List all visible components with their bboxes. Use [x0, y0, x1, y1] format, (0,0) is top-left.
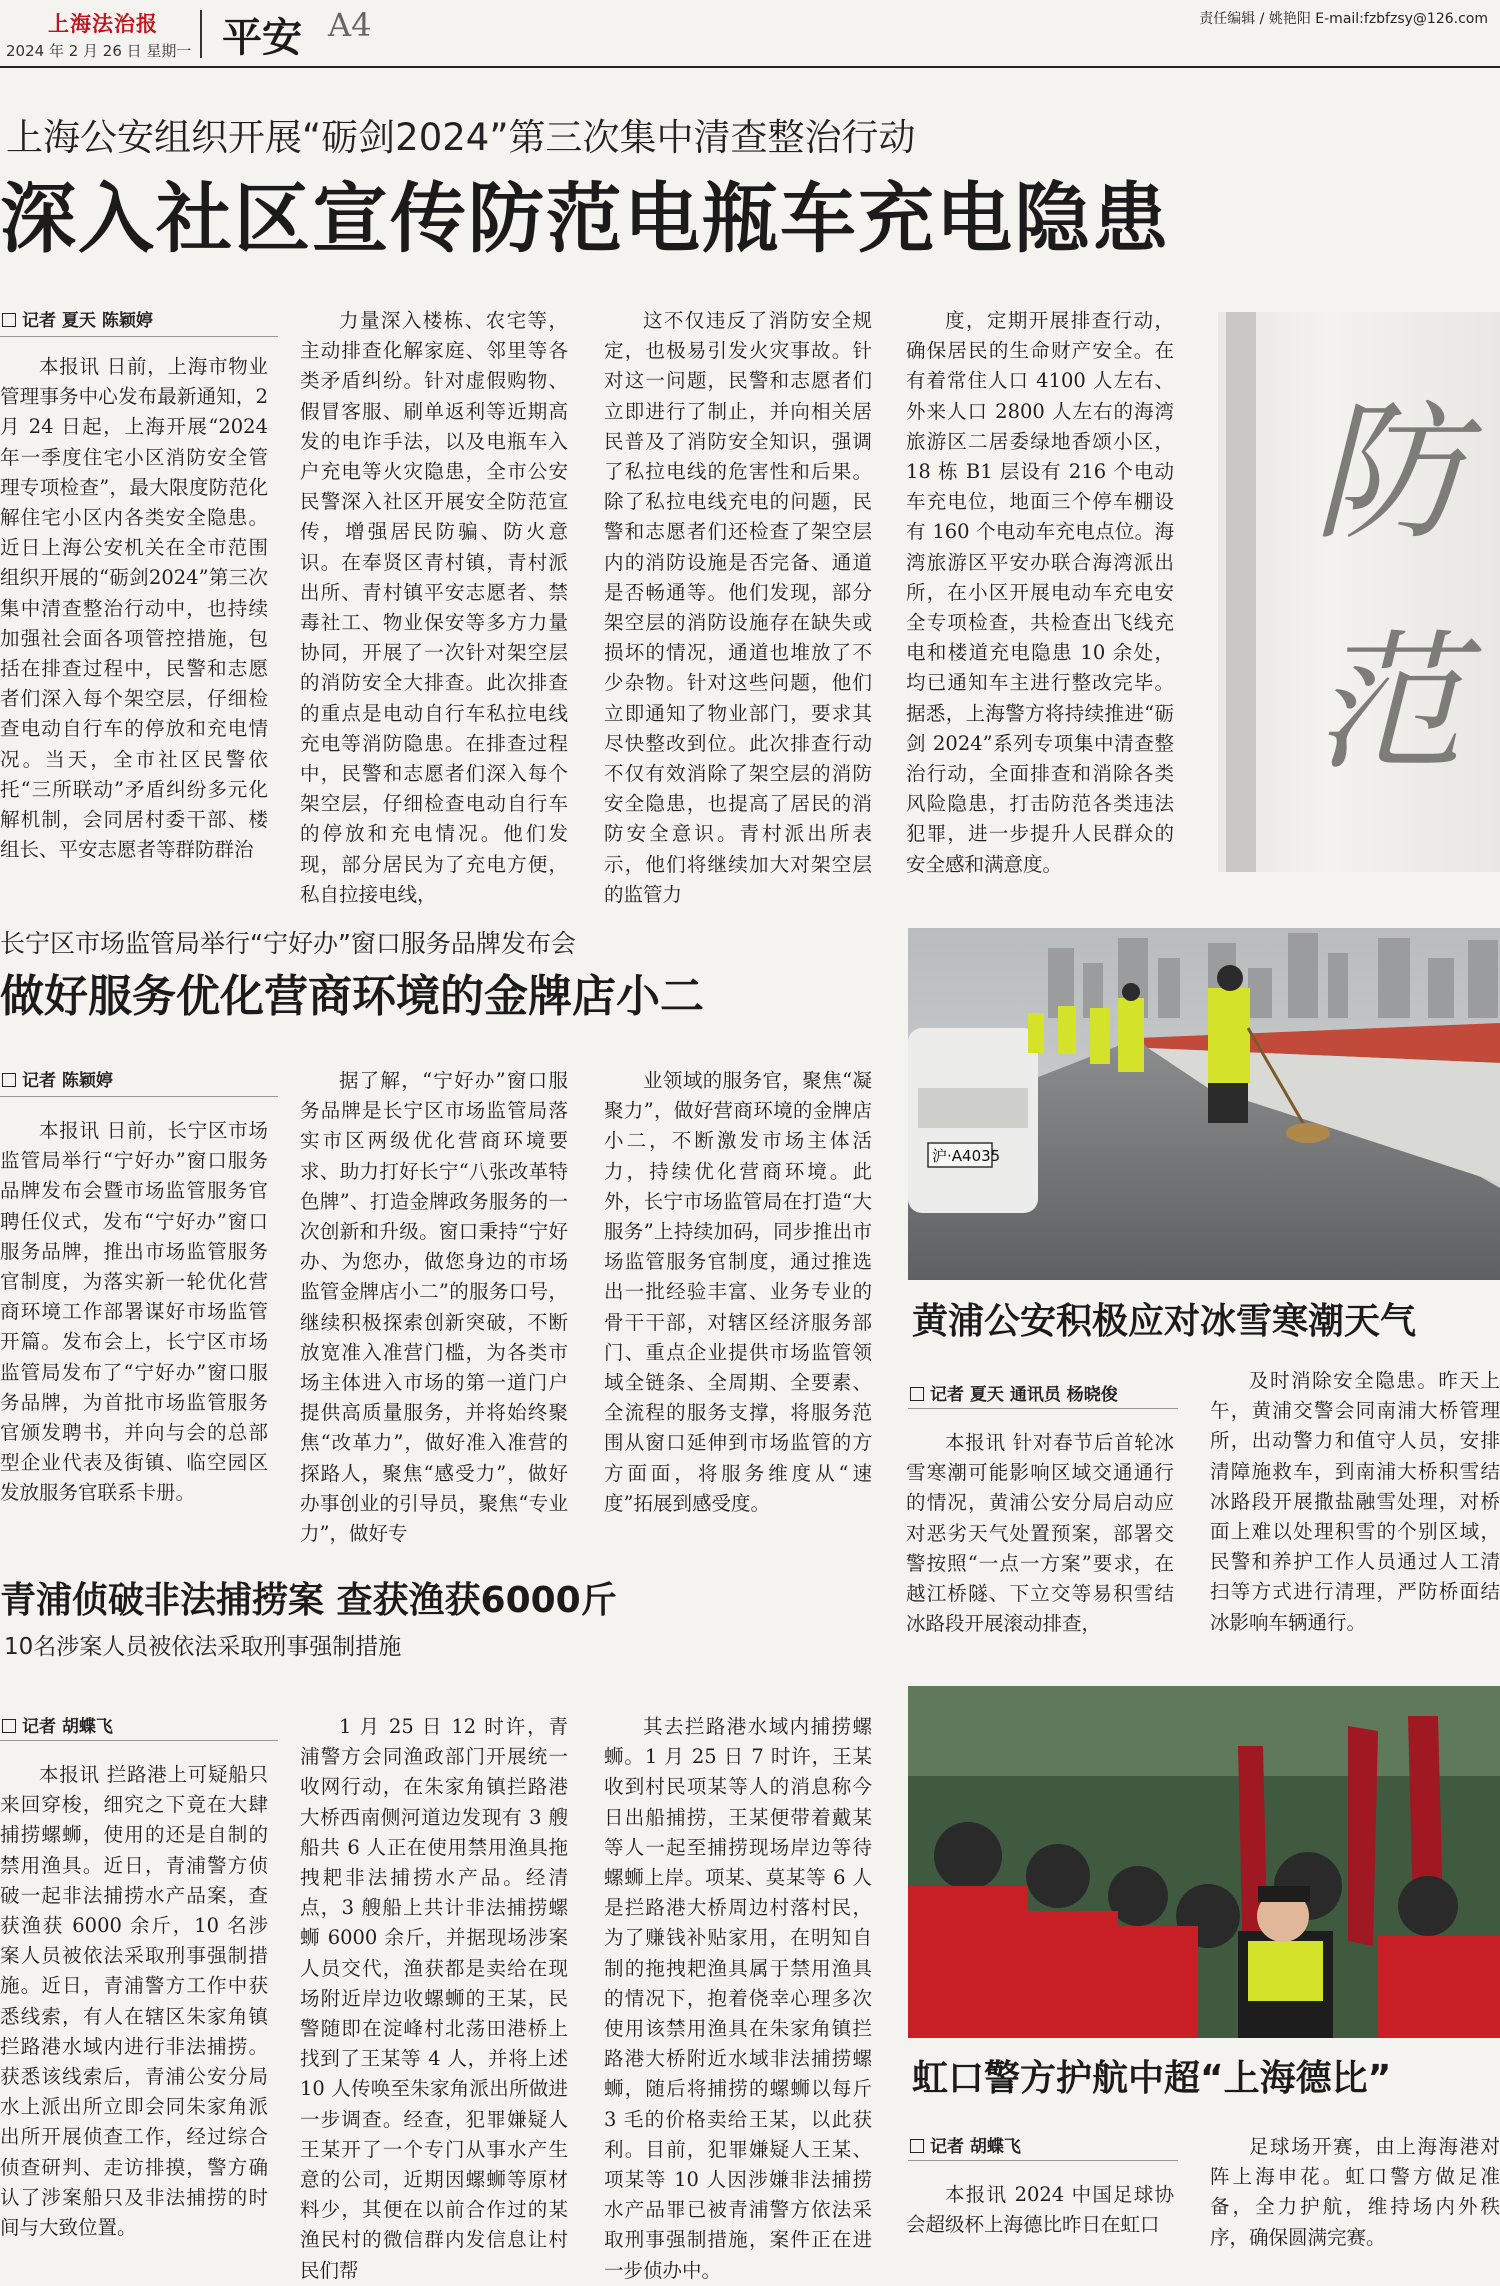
- story5-column-1: 本报讯 2024 中国足球协会超级杯上海德比昨日在虹口: [906, 2183, 1174, 2237]
- newspaper-logo: 上海法治报: [48, 11, 158, 36]
- story1-byline-rule: [0, 336, 278, 337]
- story4-column-1: 本报讯 拦路港上可疑船只来回穿梭，细究之下竟在大肆捕捞螺蛳，使用的还是自制的禁用渔具。近日，青浦警方侦破一起非法捕捞水产品案，查获渔获 6000 余斤，10 名涉案人员被依法采取刑事强制措施。近日，青浦警方工作中获悉线索，有人在辖区朱家角镇拦路港水域内进行非法捕捞。获悉该线索后，青浦公安分局水上派出所立即会同朱家角派出所开展侦查工作，经过综合侦查研判、走访排摸，警方确认了涉案船只及非法捕捞的时间与大致位置。: [0, 1763, 268, 2240]
- byline-box-icon: [2, 313, 16, 327]
- byline-box-icon: [910, 2139, 924, 2153]
- story1-kicker: 上海公安组织开展“砺剑2024”第三次集中清查整治行动: [6, 116, 916, 159]
- story3-column-1: 本报讯 针对春节后首轮冰雪寒潮可能影响区域交通通行的情况，黄浦公安分局启动应对恶劣天气处置预案，部署交警按照“一点一方案”要求，在越江桥隧、下立交等易积雪结冰路段开展滚动排查，: [906, 1431, 1174, 1636]
- story4-headline: 青浦侦破非法捕捞案 查获渔获6000斤: [0, 1580, 617, 1621]
- story4-byline: 记者 胡蝶飞: [2, 1712, 113, 1737]
- issue-date: 2024 年 2 月 26 日 星期一: [6, 42, 192, 60]
- football-fans-photo: [908, 1686, 1500, 2038]
- section-name: 平安: [222, 15, 302, 61]
- story1-column-3: 这不仅违反了消防安全规定，也极易引发火灾事故。针对这一问题，民警和志愿者们立即进行了制止，并向相关居民普及了消防安全知识，强调了私拉电线的危害性和后果。除了私拉电线充电的问题，民警和志愿者们还检查了架空层内的消防设施是否完备、通道是否畅通等。他们发现，部分架空层的消防设施存在缺失或损坏的情况，通道也堆放了不少杂物。针对这些问题，他们立即通知了物业部门，要求其尽快整改到位。此次排查行动不仅有效消除了架空层的消防安全隐患，也提高了居民的消防安全意识。青村派出所表示，他们将继续加大对架空层的监管力: [604, 309, 872, 906]
- story5-caption: 虹口警方护航中超“上海德比”: [912, 2058, 1392, 2099]
- story5-byline-rule: [908, 2160, 1178, 2161]
- byline-box-icon: [2, 1073, 16, 1087]
- fans-illustration: [908, 1686, 1500, 2038]
- story2-column-2: 据了解，“宁好办”窗口服务品牌是长宁区市场监管局落实市区两级优化营商环境要求、助力打好长宁“八张改革特色牌”、打造金牌政务服务的一次创新和升级。窗口秉持“宁好办、为您办，做您身边的市场监管金牌店小二”的服务口号，继续积极探索创新突破，不断放宽准入准营门槛，为各类市场主体进入市场的第一道门户提供高质量服务，并将始终聚焦“改革力”，做好准入准营的探路人，聚焦“感受力”，做好办事创业的引导员，聚焦“专业力”，做好专: [300, 1069, 568, 1546]
- deco-char-fan: 范: [1313, 617, 1464, 791]
- panel-strip: [1226, 312, 1256, 872]
- story1-byline: 记者 夏天 陈颖婷: [2, 306, 153, 331]
- story1-column-4: 度，定期开展排查行动，确保居民的生命财产安全。在有着常住人口 4100 人左右、外来人口 2800 人左右的海湾旅游区二居委绿地香颂小区，18 栋 B1 层设有 216 个电动车充电位，地面三个停车棚设有 160 个电动车充电点位。海湾旅游区平安办联合海湾派出所，在小区开展电动车充电安全专项检查，共检查出飞线充电和楼道充电隐患 10 余处，均已通知车主进行整改完毕。据悉，上海警方将持续推进“砺剑 2024”系列专项集中清查整治行动，全面排查和消除各类风险隐患，打击防范各类违法犯罪，进一步提升人民群众的安全感和满意度。: [906, 309, 1174, 876]
- story4-column-3: 其去拦路港水域内捕捞螺蛳。1 月 25 日 7 时许，王某收到村民项某等人的消息称今日出船捕捞，王某便带着戴某等人一起至捕捞现场岸边等待螺蛳上岸。项某、莫某等 6 人是拦路港大桥周边村落村民，为了赚钱补贴家用，在明知自制的拖拽耙渔具属于禁用渔具的情况下，抱着侥幸心理多次使用该禁用渔具在朱家角镇拦路港大桥附近水域非法捕捞螺蛳，随后将捕捞的螺蛳以每斤 3 毛的价格卖给王某，以此获利。目前，犯罪嫌疑人王某、项某等 10 人因涉嫌非法捕捞水产品罪已被青浦警方依法采取刑事强制措施，案件正在进一步侦办中。: [604, 1715, 872, 2282]
- editor-credit: 责任编辑 / 姚艳阳 E-mail:fzbfzsy@126.com: [1199, 11, 1488, 27]
- story2-byline: 记者 陈颖婷: [2, 1066, 113, 1091]
- story2-kicker: 长宁区市场监管局举行“宁好办”窗口服务品牌发布会: [0, 929, 576, 958]
- bridge-snow-illustration: [908, 928, 1500, 1280]
- license-plate-text: 沪·A4035: [932, 1147, 1001, 1165]
- story4-subhead: 10名涉案人员被依法采取刑事强制措施: [4, 1634, 402, 1660]
- fangfan-decorative-panel: [1218, 312, 1500, 872]
- story2-column-1: 本报讯 日前，长宁区市场监管局举行“宁好办”窗口服务品牌发布会暨市场监管服务官聘任仪式，发布“宁好办”窗口服务品牌，推出市场监管服务官制度，为落实新一轮优化营商环境工作部署谋好市场监管开篇。发布会上，长宁区市场监管局发布了“宁好办”窗口服务品牌，为首批市场监管服务官颁发聘书，并向与会的总部型企业代表及街镇、临空园区发放服务官联系卡册。: [0, 1119, 268, 1505]
- deco-char-fang: 防: [1313, 387, 1464, 561]
- story1-column-1: 本报讯 日前，上海市物业管理事务中心发布最新通知，2 月 24 日起，上海开展“2024 年一季度住宅小区消防安全管理专项检查”，最大限度防范化解住宅小区内各类安全隐患。近日上海公安机关在全市范围组织开展的“砺剑2024”第三次集中清查整治行动中，也持续加强社会面各项管控措施，包括在排查过程中，民警和志愿者们深入每个架空层，仔细检查电动自行车的停放和充电情况。当天，全市社区民警依托“三所联动”矛盾纠纷多元化解机制，会同居村委干部、楼组长、平安志愿者等群防群治: [0, 355, 268, 862]
- byline-box-icon: [910, 1387, 924, 1401]
- story2-column-3: 业领域的服务官，聚焦“凝聚力”，做好营商环境的金牌店小二，不断激发市场主体活力，持续优化营商环境。此外，长宁市场监管局在打造“大服务”上持续加码，同步推出市场监管服务官制度，通过推选出一批经验丰富、业务专业的骨干干部，对辖区经济服务部门、重点企业提供市场监管领域全链条、全周期、全要素、全流程的服务支撑，将服务范围从窗口延伸到市场监管的方方面面，将服务维度从“速度”拓展到感受度。: [604, 1069, 872, 1515]
- story3-byline: 记者 夏天 通讯员 杨晓俊: [910, 1380, 1118, 1405]
- masthead-divider: [200, 10, 202, 58]
- story1-headline: 深入社区宣传防范电瓶车充电隐患: [0, 174, 1170, 263]
- story3-byline-rule: [908, 1408, 1178, 1409]
- page-number: A4: [328, 6, 372, 44]
- story4-column-2: 1 月 25 日 12 时许，青浦警方会同渔政部门开展统一收网行动，在朱家角镇拦路港大桥西南侧河道边发现有 3 艘船共 6 人正在使用禁用渔具拖拽耙非法捕捞水产品。经清点，3 艘船上共计非法捕捞螺蛳 6000 余斤，并据现场涉案人员交代，渔获都是卖给在现场附近岸边收螺蛳的王某，民警随即在淀峰村北荡田港桥上找到了王某等 4 人，并将上述 10 人传唤至朱家角派出所做进一步调查。经查，犯罪嫌疑人王某开了一个专门从事水产生意的公司，近期因螺蛳等原材料少，其便在以前合作过的某渔民村的微信群内发信息让村民们帮: [300, 1715, 568, 2282]
- story5-column-2: 足球场开赛，由上海海港对阵上海申花。虹口警方做足准备，全力护航，维持场内外秩序，确保圆满完赛。: [1210, 2135, 1500, 2249]
- story3-column-2: 及时消除安全隐患。昨天上午，黄浦交警会同南浦大桥管理所，出动警力和值守人员，安排清障施救车，到南浦大桥积雪结冰路段开展撒盐融雪处理，对桥面上难以处理积雪的个别区域，民警和养护工作人员通过人工清扫等方式进行清理，严防桥面结冰影响车辆通行。: [1210, 1369, 1500, 1634]
- story3-caption: 黄浦公安积极应对冰雪寒潮天气: [912, 1301, 1417, 1342]
- bridge-snow-photo: [908, 928, 1500, 1280]
- masthead: [0, 0, 1500, 68]
- story4-byline-rule: [0, 1740, 278, 1741]
- story5-byline: 记者 胡蝶飞: [910, 2132, 1021, 2157]
- story1-column-2: 力量深入楼栋、农宅等，主动排查化解家庭、邻里等各类矛盾纠纷。针对虚假购物、假冒客服、刷单返利等近期高发的电诈手法，以及电瓶车入户充电等火灾隐患，全市公安民警深入社区开展安全防范宣传，增强居民防骗、防火意识。在奉贤区青村镇，青村派出所、青村镇平安志愿者、禁毒社工、物业保安等多方力量协同，开展了一次针对架空层的消防安全大排查。此次排查的重点是电动自行车私拉电线充电等消防隐患。在排查过程中，民警和志愿者们深入每个架空层，仔细检查电动自行车的停放和充电情况。他们发现，部分居民为了充电方便，私自拉接电线，: [300, 309, 568, 906]
- story2-byline-rule: [0, 1096, 278, 1097]
- byline-box-icon: [2, 1719, 16, 1733]
- story2-headline: 做好服务优化营商环境的金牌店小二: [0, 971, 704, 1022]
